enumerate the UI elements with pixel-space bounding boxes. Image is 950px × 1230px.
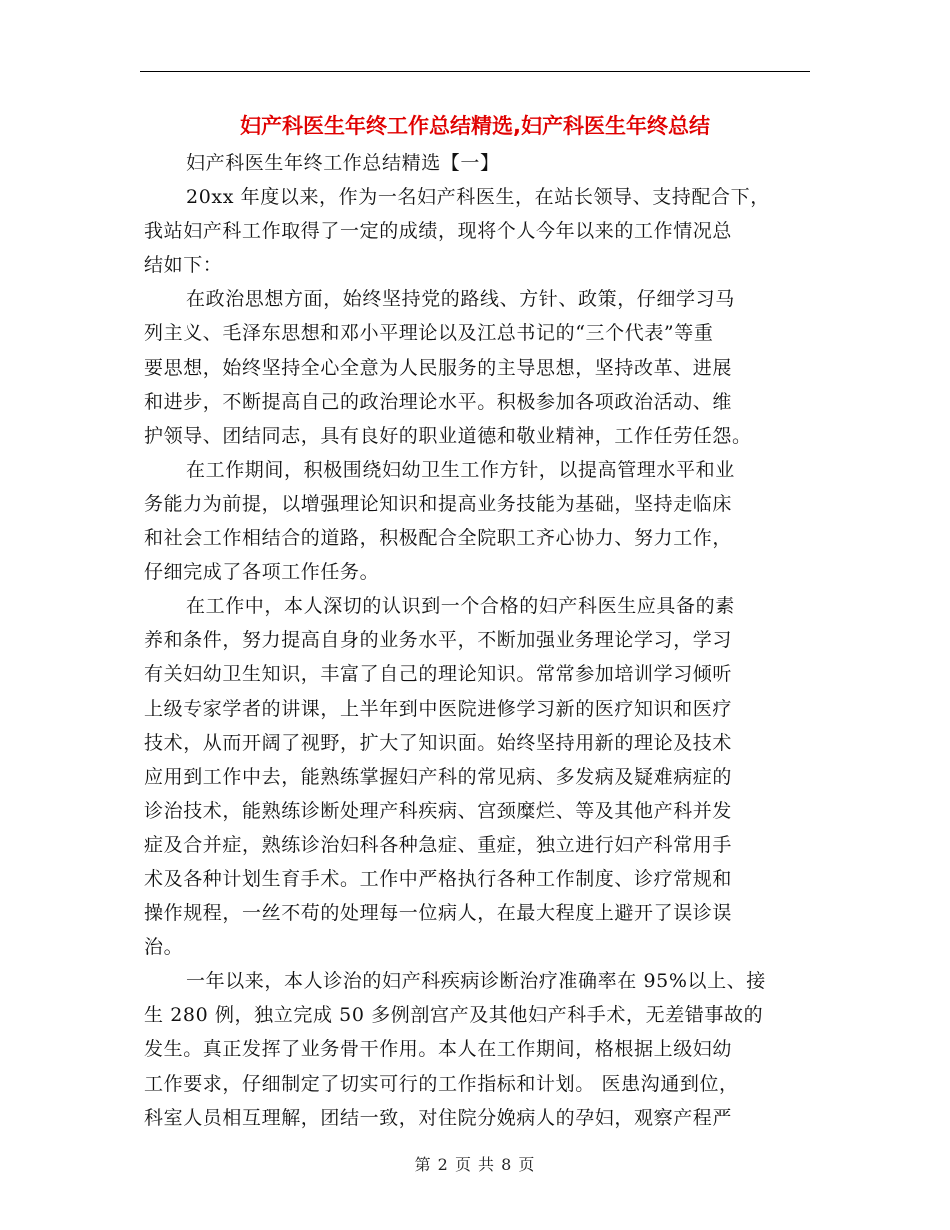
paragraph-line: 和社会工作相结合的道路，积极配合全院职工齐心协力、努力工作， bbox=[144, 527, 733, 550]
paragraph-line: 我站妇产科工作取得了一定的成绩，现将个人今年以来的工作情况总 bbox=[144, 220, 733, 243]
paragraph-line: 上级专家学者的讲课，上半年到中医院进修学习新的医疗知识和医疗 bbox=[144, 697, 733, 720]
document-title: 妇产科医生年终工作总结精选,妇产科医生年终总结 bbox=[240, 114, 710, 138]
paragraph-line: 科室人员相互理解，团结一致，对住院分娩病人的孕妇，观察产程严 bbox=[144, 1106, 733, 1129]
paragraph-line: 技术，从而开阔了视野，扩大了知识面。始终坚持用新的理论及技术 bbox=[144, 731, 733, 754]
paragraph-line: 生 280 例，独立完成 50 多例剖宫产及其他妇产科手术，无差错事故的 bbox=[144, 1004, 764, 1027]
document-body bbox=[144, 146, 814, 1135]
paragraph-line: 诊治技术，能熟练诊断处理产科疾病、宫颈糜烂、等及其他产科并发 bbox=[144, 799, 733, 822]
paragraph-line: 护领导、团结同志，具有良好的职业道德和敬业精神，工作任劳任怨。 bbox=[144, 424, 752, 447]
paragraph-line: 和进步，不断提高自己的政治理论水平。积极参加各项政治活动、维 bbox=[144, 390, 733, 413]
section-heading: 妇产科医生年终工作总结精选【一】 bbox=[186, 152, 500, 174]
paragraph-line: 在工作期间，积极围绕妇幼卫生工作方针，以提高管理水平和业 bbox=[186, 458, 735, 481]
paragraph-line: 结如下： bbox=[144, 254, 223, 277]
header-rule bbox=[140, 71, 810, 72]
paragraph-line: 治。 bbox=[144, 936, 184, 959]
paragraph-line: 发生。真正发挥了业务骨干作用。本人在工作期间，格根据上级妇幼 bbox=[144, 1038, 733, 1061]
paragraph-line: 在工作中，本人深切的认识到一个合格的妇产科医生应具备的素 bbox=[186, 595, 735, 618]
paragraph-line: 仔细完成了各项工作任务。 bbox=[144, 561, 380, 584]
page-footer: 第 2 页 共 8 页 bbox=[414, 1155, 536, 1174]
paragraph-line: 应用到工作中去，能熟练掌握妇产科的常见病、多发病及疑难病症的 bbox=[144, 765, 733, 788]
paragraph-line: 列主义、毛泽东思想和邓小平理论以及江总书记的“三个代表”等重 bbox=[144, 322, 714, 345]
paragraph-line: 在政治思想方面，始终坚持党的路线、方针、政策，仔细学习马 bbox=[186, 288, 735, 311]
paragraph-line: 养和条件，努力提高自身的业务水平，不断加强业务理论学习，学习 bbox=[144, 629, 733, 652]
paragraph-line: 症及合并症，熟练诊治妇科各种急症、重症，独立进行妇产科常用手 bbox=[144, 833, 733, 856]
paragraph-line: 操作规程，一丝不苟的处理每一位病人，在最大程度上避开了误诊误 bbox=[144, 902, 733, 925]
paragraph-line: 一年以来，本人诊治的妇产科疾病诊断治疗准确率在 95%以上、接 bbox=[186, 970, 766, 993]
paragraph-line: 务能力为前提，以增强理论知识和提高业务技能为基础，坚持走临床 bbox=[144, 492, 733, 515]
paragraph-line: 要思想，始终坚持全心全意为人民服务的主导思想，坚持改革、进展 bbox=[144, 356, 733, 379]
paragraph-line: 有关妇幼卫生知识，丰富了自己的理论知识。常常参加培训学习倾听 bbox=[144, 663, 733, 686]
paragraph-line: 20xx 年度以来，作为一名妇产科医生，在站长领导、支持配合下， bbox=[186, 186, 770, 209]
paragraph-line: 工作要求，仔细制定了切实可行的工作指标和计划。 医患沟通到位， bbox=[144, 1072, 739, 1095]
paragraph-line: 术及各种计划生育手术。工作中严格执行各种工作制度、诊疗常规和 bbox=[144, 867, 733, 890]
